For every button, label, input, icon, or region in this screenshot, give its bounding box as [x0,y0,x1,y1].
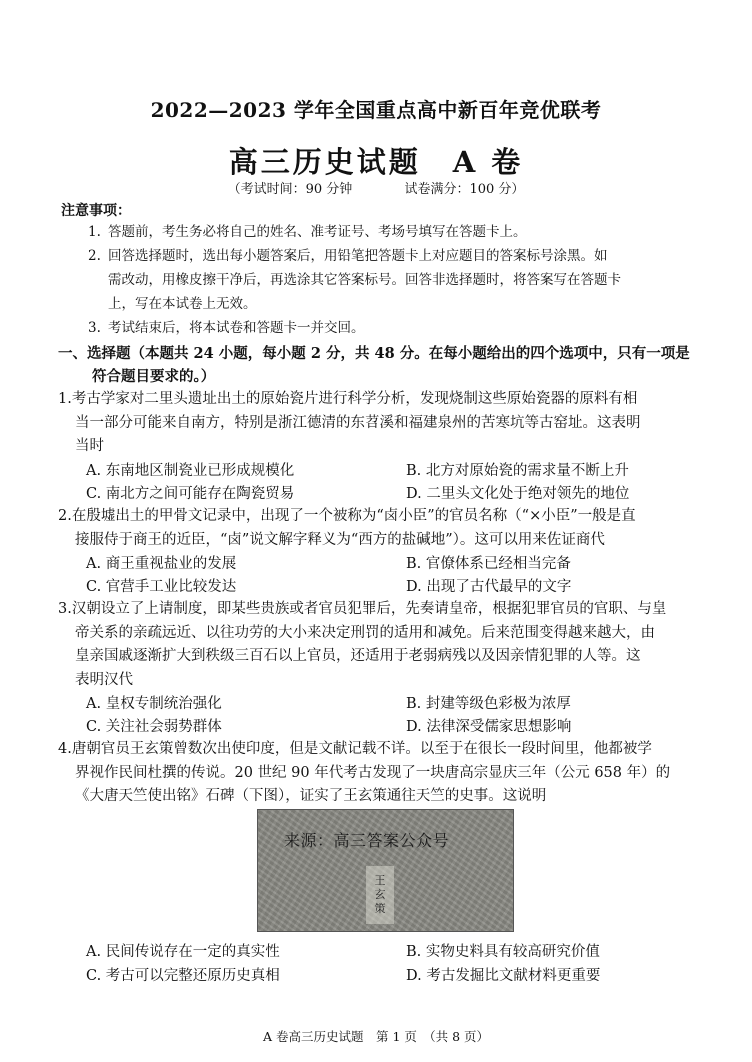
q3-option-d: D. 法律深受儒家思想影响 [406,719,572,735]
q3-option-b: B. 封建等级色彩极为浓厚 [406,696,571,712]
note-item: 1. 答题前，考生务必将自己的姓名、准考证号、考场号填写在答题卡上。 [88,224,527,240]
section-heading: 一、选择题（本题共 24 小题，每小题 2 分，共 48 分。在每小题给出的四个选项中，只有一项是 符合题目要求的。） [58,345,690,385]
q3-option-c: C. 关注社会弱势群体 [86,719,222,735]
question-2: 2.在殷墟出土的甲骨文记录中，出现了一个被称为“卤小臣”的官员名称（“×小臣”一般是直 接服侍于商王的近臣，“卤”说文解字释义为“西方的盐碱地”）。这可以用来佐证商代 [58,508,636,548]
q4-option-a: A. 民间传说存在一定的真实性 [86,944,280,960]
photo-caption: 来源：高三答案公众号 [284,831,450,850]
question-4: 4.唐朝官员王玄策曾数次出使印度，但是文献记载不详。以至于在很长一段时间里，他都被学 界视作民间杜撰的传说。20 世纪 90 年代考古发现了一块唐高宗显庆三年（公元 658 年）的 《大唐天竺使出铭》石碑（下图），证实了王玄策通往天竺的史事。这说明 [58,741,671,804]
exam-time: （考试时间：90 分钟 [227,182,353,197]
exam-title: 高三历史试题 A 卷 [228,145,524,179]
question-1: 1.考古学家对二里头遗址出土的原始瓷片进行科学分析，发现烧制这些原始瓷器的原料有相 当一部分可能来自南方，特别是浙江德清的东苕溪和福建泉州的苦寒坑等古窑址。这表明 当时 [58,391,641,454]
q2-option-c: C. 官营手工业比较发达 [86,579,237,595]
q1-option-c: C. 南北方之间可能存在陶瓷贸易 [86,486,295,502]
q4-option-b: B. 实物史料具有较高研究价值 [406,944,600,960]
q2-option-d: D. 出现了古代最早的文字 [406,579,572,595]
exam-meta [0,178,752,197]
q2-option-a: A. 商王重视盐业的发展 [86,556,237,572]
q1-option-a: A. 东南地区制瓷业已形成规模化 [86,463,295,479]
page-footer: A 卷高三历史试题 第 1 页 （共 8 页） [262,1029,490,1044]
q1-option-d: D. 二里头文化处于绝对领先的地位 [406,486,630,502]
q4-option-c: C. 考古可以完整还原历史真相 [86,968,280,984]
stele-photo [257,809,514,932]
exam-score: 试卷满分：100 分） [404,182,525,197]
notes-title: 注意事项： [61,203,131,219]
q4-option-d: D. 考古发掘比文献材料更重要 [406,968,601,984]
exam-series-title: 2022—2023 学年全国重点高中新百年竞优联考 [150,98,602,122]
q1-option-b: B. 北方对原始瓷的需求量不断上升 [406,463,629,479]
q2-option-b: B. 官僚体系已经相当完备 [406,556,571,572]
stele-inscription: 王 玄 策 [366,866,394,924]
note-item: 3. 考试结束后，将本试卷和答题卡一并交回。 [88,320,365,336]
q3-option-a: A. 皇权专制统治强化 [86,696,222,712]
note-item: 2. 回答选择题时，选出每小题答案后，用铅笔把答题卡上对应题目的答案标号涂黑。如 需改动，用橡皮擦干净后，再选涂其它答案标号。回答非选择题时，将答案写在答题卡 上，写在本试卷上无效。 [88,248,621,312]
question-3: 3.汉朝设立了上请制度，即某些贵族或者官员犯罪后，先奏请皇帝，根据犯罪官员的官职、与皇 帝关系的亲疏远近、以往功劳的大小来决定刑罚的适用和减免。后来范围变得越来越大，由 皇亲国戚逐渐扩大到秩级三百石以上官员，还适用于老弱病残以及因亲情犯罪的人等。这 表明汉代 [58,601,667,688]
